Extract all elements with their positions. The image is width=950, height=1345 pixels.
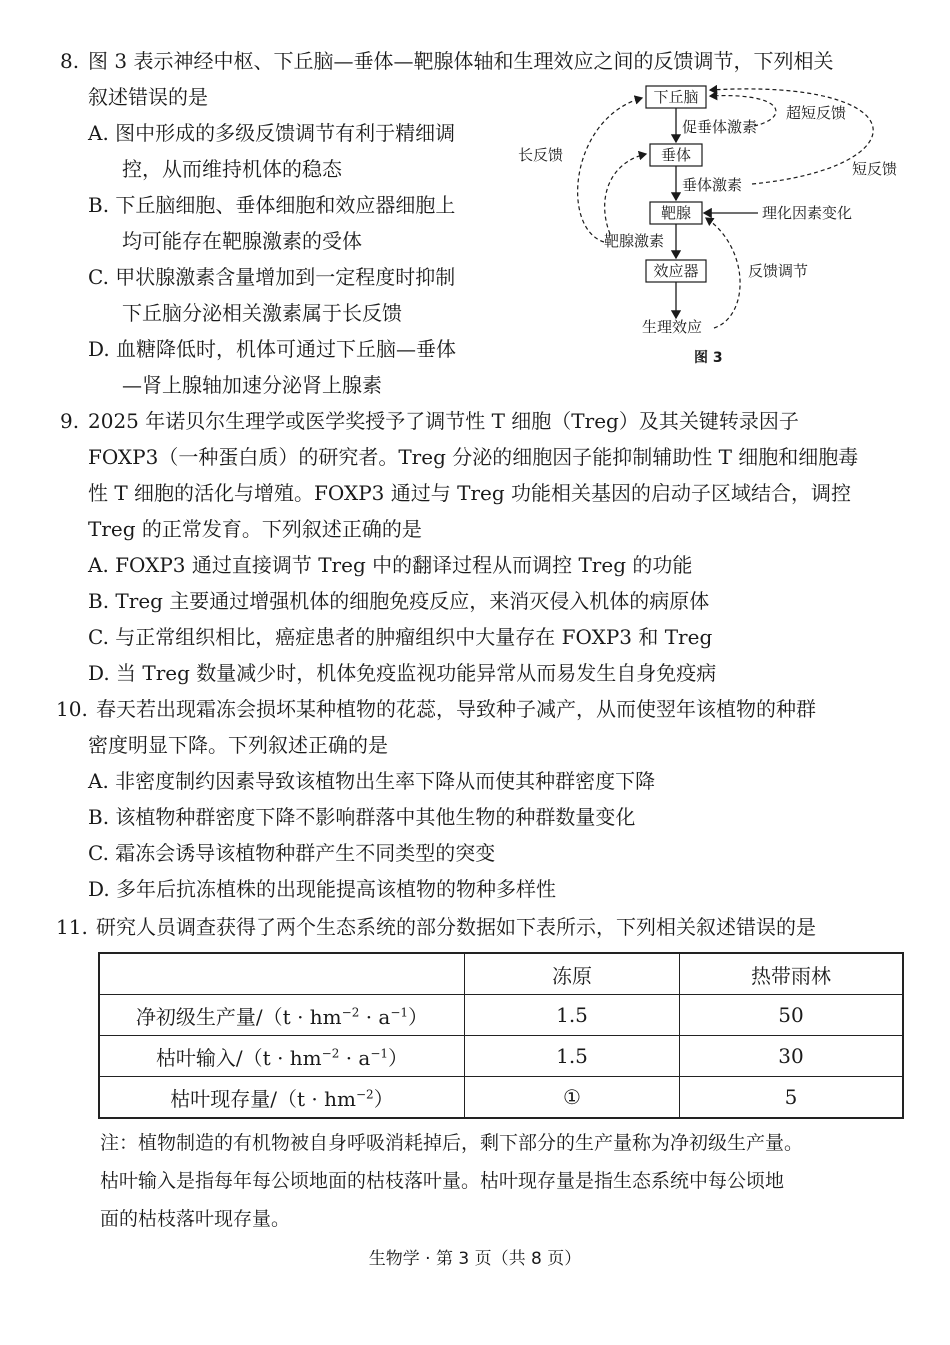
- figure-3-diagram: [500, 78, 920, 378]
- q10-stem-line2: 密度明显下降。下列叙述正确的是: [88, 733, 388, 757]
- q8-option-d-line1: D. 血糖降低时，机体可通过下丘脑—垂体: [88, 337, 457, 361]
- box-effector-label: 效应器: [653, 262, 699, 280]
- q10-option-a: A. 非密度制约因素导致该植物出生率下降从而使其种群密度下降: [88, 769, 656, 793]
- table-row: [99, 995, 903, 1036]
- q11-number: 11.: [56, 915, 88, 939]
- q8-stem-line1: 图 3 表示神经中枢、下丘脑—垂体—靶腺体轴和生理效应之间的反馈调节，下列相关: [88, 49, 834, 73]
- q9-stem-line2: FOXP3（一种蛋白质）的研究者。Treg 分泌的细胞因子能抑制辅助性 T 细胞和细胞毒: [88, 445, 859, 469]
- row-label: 枯叶现存量$/(t \cdot hm^{-2})$: [99, 1077, 465, 1119]
- q10-stem-line1: 春天若出现霜冻会损坏某种植物的花蕊，导致种子减产，从而使翌年该植物的种群: [96, 697, 816, 721]
- q9-option-c: C. 与正常组织相比，癌症患者的肿瘤组织中大量存在 FOXP3 和 Treg: [88, 625, 713, 649]
- table-header-tundra: 冻原: [465, 953, 680, 995]
- cell-tundra: 1.5: [465, 1036, 680, 1077]
- note-line3: 面的枯枝落叶现存量。: [100, 1208, 291, 1230]
- cell-rainforest: 50: [680, 995, 904, 1036]
- box-target-gland-label: 靶腺: [660, 204, 692, 222]
- q8-option-b-line2: 均可能存在靶腺激素的受体: [122, 229, 362, 253]
- q8-option-a-line1: A. 图中形成的多级反馈调节有利于精细调: [88, 121, 456, 145]
- q10-number: 10.: [56, 697, 88, 721]
- figure-caption: 图 3: [694, 350, 723, 366]
- label-target-hormone: 靶腺激素: [604, 232, 665, 250]
- q8-option-c-line1: C. 甲状腺激素含量增加到一定程度时抑制: [88, 265, 456, 289]
- note-line1: 注：植物制造的有机物被自身呼吸消耗掉后，剩下部分的生产量称为净初级生产量。: [100, 1132, 804, 1154]
- q9-number: 9.: [60, 409, 80, 433]
- table-header-empty: [99, 953, 465, 995]
- label-long-feedback: 长反馈: [518, 146, 564, 164]
- q8-number: 8.: [60, 49, 80, 73]
- cell-tundra: 1.5: [465, 995, 680, 1036]
- q8-stem-line2: 叙述错误的是: [88, 85, 208, 109]
- q8-option-b-line1: B. 下丘脑细胞、垂体细胞和效应器细胞上: [88, 193, 456, 217]
- label-short-feedback: 短反馈: [852, 160, 898, 178]
- q9-stem-line4: Treg 的正常发育。下列叙述正确的是: [88, 517, 422, 541]
- row-label: 枯叶输入$/(t \cdot hm^{-2} \cdot a^{-1})$: [99, 1036, 465, 1077]
- label-feedback-regulation: 反馈调节: [748, 262, 809, 280]
- q9-option-d: D. 当 Treg 数量减少时，机体免疫监视功能异常从而易发生自身免疫病: [88, 661, 717, 685]
- cell-rainforest: 30: [680, 1036, 904, 1077]
- table-header-row: [99, 953, 903, 995]
- label-pituitary-hormone: 垂体激素: [682, 176, 743, 194]
- label-physiological-effect: 生理效应: [642, 318, 703, 336]
- box-pituitary-label: 垂体: [660, 146, 692, 164]
- label-promoting-hormone: 促垂体激素: [682, 118, 758, 136]
- box-hypothalamus-label: 下丘脑: [653, 88, 699, 106]
- q10-option-c: C. 霜冻会诱导该植物种群产生不同类型的突变: [88, 841, 496, 865]
- table-row: [99, 1036, 903, 1077]
- q8-option-c-line2: 下丘脑分泌相关激素属于长反馈: [122, 301, 402, 325]
- q8-option-d-line2: —肾上腺轴加速分泌肾上腺素: [122, 373, 382, 397]
- q9-option-a: A. FOXP3 通过直接调节 Treg 中的翻译过程从而调控 Treg 的功能: [88, 553, 693, 577]
- q9-stem-line1: 2025 年诺贝尔生理学或医学奖授予了调节性 T 细胞（Treg）及其关键转录因子: [88, 409, 799, 433]
- q8-option-a-line2: 控，从而维持机体的稳态: [122, 157, 342, 181]
- page-footer: 生物学 · 第 3 页（共 8 页）: [368, 1249, 582, 1269]
- label-ultra-short-feedback: 超短反馈: [786, 104, 847, 122]
- data-table: [98, 952, 904, 1119]
- cell-tundra: ①: [465, 1077, 680, 1119]
- label-physchem: 理化因素变化: [762, 204, 853, 222]
- table-header-rainforest: 热带雨林: [680, 953, 904, 995]
- row-label: 净初级生产量$/(t \cdot hm^{-2} \cdot a^{-1})$: [99, 995, 465, 1036]
- q11-stem: 研究人员调查获得了两个生态系统的部分数据如下表所示，下列相关叙述错误的是: [96, 915, 816, 939]
- q10-option-b: B. 该植物种群密度下降不影响群落中其他生物的种群数量变化: [88, 805, 636, 829]
- q9-stem-line3: 性 T 细胞的活化与增殖。FOXP3 通过与 Treg 功能相关基因的启动子区域结合，调控: [88, 481, 852, 505]
- q9-option-b: B. Treg 主要通过增强机体的细胞免疫反应，来消灭侵入机体的病原体: [88, 589, 710, 613]
- cell-rainforest: 5: [680, 1077, 904, 1119]
- q10-option-d: D. 多年后抗冻植株的出现能提高该植物的物种多样性: [88, 877, 557, 901]
- note-line2: 枯叶输入是指每年每公顷地面的枯枝落叶量。枯叶现存量是指生态系统中每公顷地: [100, 1170, 785, 1192]
- table-row: [99, 1077, 903, 1119]
